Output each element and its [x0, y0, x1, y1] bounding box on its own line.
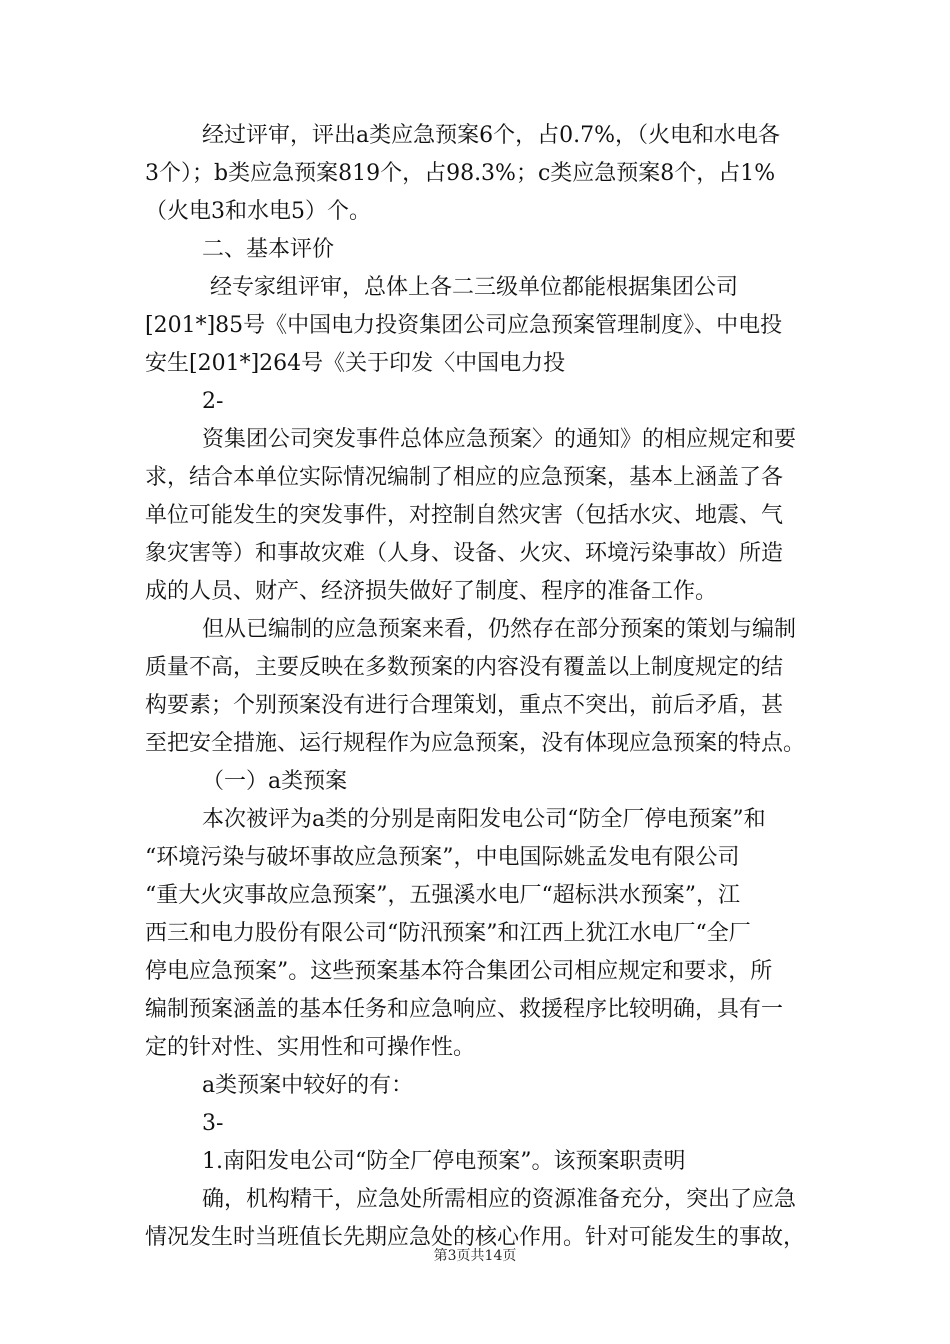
- text-line: 经过评审，评出a类应急预案6个，占0.7%，（火电和水电各: [202, 123, 781, 148]
- text-line: 成的人员、财产、经济损失做好了制度、程序的准备工作。: [145, 579, 718, 604]
- text-line: 质量不高，主要反映在多数预案的内容没有覆盖以上制度规定的结: [145, 655, 784, 680]
- text-line: 确，机构精干，应急处所需相应的资源准备充分，突出了应急: [202, 1187, 797, 1212]
- text-line: 构要素；个别预案没有进行合理策划，重点不突出，前后矛盾，甚: [145, 693, 784, 718]
- section-heading: 二、基本评价: [202, 237, 335, 262]
- text-line: 求，结合本单位实际情况编制了相应的应急预案，基本上涵盖了各: [145, 465, 784, 490]
- text-line: 停电应急预案”。这些预案基本符合集团公司相应规定和要求，所: [145, 959, 773, 984]
- text-line: 安生[201*]264号《关于印发〈中国电力投: [145, 351, 566, 376]
- text-line: a类预案中较好的有：: [202, 1073, 414, 1098]
- text-line: “重大火灾事故应急预案”，五强溪水电厂“超标洪水预案”，江: [145, 883, 740, 908]
- text-line: 资集团公司突发事件总体应急预案〉的通知》的相应规定和要: [202, 427, 797, 452]
- text-line: 本次被评为a类的分别是南阳发电公司“防全厂停电预案”和: [202, 807, 766, 832]
- text-line: 但从已编制的应急预案来看，仍然存在部分预案的策划与编制: [202, 617, 797, 642]
- text-line: 定的针对性、实用性和可操作性。: [145, 1035, 476, 1060]
- text-line: 经专家组评审，总体上各二三级单位都能根据集团公司: [210, 275, 739, 300]
- text-line: 编制预案涵盖的基本任务和应急响应、救援程序比较明确，具有一: [145, 997, 784, 1022]
- text-line: 西三和电力股份有限公司“防汛预案”和江西上犹江水电厂“全厂: [145, 921, 751, 946]
- subsection-heading: （一）a类预案: [202, 769, 348, 794]
- text-line: （火电3和水电5）个。: [145, 199, 371, 224]
- page-marker: 2-: [202, 389, 224, 414]
- text-line: 情况发生时当班值长先期应急处的核心作用。针对可能发生的事故，: [145, 1225, 806, 1250]
- text-line: “环境污染与破坏事故应急预案”，中电国际姚孟发电有限公司: [145, 845, 740, 870]
- text-line: 象灾害等）和事故灾难（人身、设备、火灾、环境污染事故）所造: [145, 541, 784, 566]
- text-line: 至把安全措施、运行规程作为应急预案，没有体现应急预案的特点。: [145, 731, 806, 756]
- text-line: 单位可能发生的突发事件，对控制自然灾害（包括水灾、地震、气: [145, 503, 784, 528]
- text-line: [201*]85号《中国电力投资集团公司应急预案管理制度》、中电投: [145, 313, 783, 338]
- text-line: 1.南阳发电公司“防全厂停电预案”。该预案职责明: [202, 1149, 686, 1174]
- page-marker: 3-: [202, 1111, 224, 1136]
- page-number-footer: 第3页共14页: [433, 1248, 517, 1264]
- text-line: 3个）；b类应急预案819个，占98.3%；c类应急预案8个，占1%: [145, 161, 776, 186]
